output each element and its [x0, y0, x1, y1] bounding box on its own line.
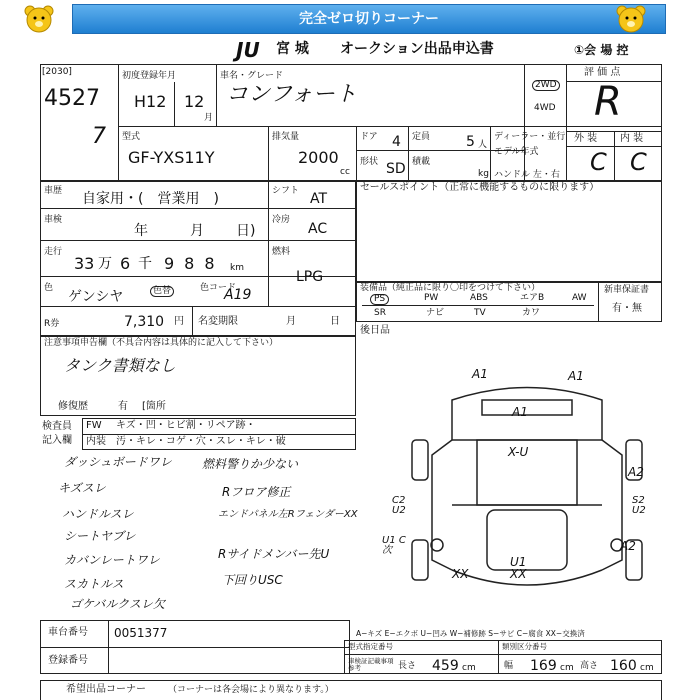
doors-label: ドア: [360, 132, 378, 142]
height-unit: cm: [640, 663, 654, 673]
usage-value: 自家用・( 営業用 ): [82, 191, 219, 207]
notes-label: 注意事項申告欄（不具合内容は具体的に記入して下さい）: [44, 338, 279, 348]
sales-points-box: [356, 180, 662, 282]
equipment-label: 装備品（純正品に限り〇印をつけて下さい）: [360, 283, 541, 293]
bear-mascot-left-icon: [22, 3, 56, 35]
length-unit: cm: [462, 663, 476, 673]
equip-tv: TV: [474, 308, 486, 318]
capacity-unit: 人: [478, 140, 488, 150]
chassis-label: 車台番号: [48, 627, 88, 638]
registration-era: H12: [134, 92, 167, 111]
load-label: 積載: [412, 157, 431, 167]
damage-note-4: シートヤブレ: [64, 529, 136, 543]
chassis-value: 0051377: [114, 626, 168, 640]
inspection-fw: FW: [86, 420, 102, 431]
damage-note-1: ダッシュボードワレ: [64, 455, 172, 469]
interior-label: 内 装: [620, 133, 644, 144]
diagram-mark-a2-rear-right: A2: [620, 539, 636, 553]
equip-ps: PS: [370, 294, 389, 305]
equip-navi: ナビ: [426, 308, 445, 318]
new-warranty-label: 新車保証書: [604, 285, 650, 295]
inspection-interior-items: 汚・キレ・コゲ・穴・スレ・キレ・破: [116, 436, 286, 447]
mileage-sen-unit: 千: [138, 256, 152, 272]
damage-note-10: エンドパネル左RフェンダーXX: [218, 509, 358, 520]
damage-note-12: 下回りUSC: [222, 573, 283, 587]
diagram-mark-u1-left: U1 C次: [382, 535, 406, 556]
category-number-label: 類別区分番号: [502, 642, 547, 651]
diagram-mark-a1-right: A1: [568, 369, 584, 383]
model-label: 車名・グレード: [220, 71, 284, 81]
interior-value: C: [630, 148, 647, 176]
grade-label: 評 価 点: [584, 67, 621, 78]
mileage-rest: 988: [164, 254, 225, 273]
mileage-sen: 6: [120, 254, 131, 273]
equip-sr: SR: [374, 308, 386, 318]
form-title: オークション出品申込書: [340, 41, 494, 57]
diagram-mark-u1-rear: U1 XX: [510, 555, 527, 581]
drive-4wd: 4WD: [534, 103, 556, 113]
damage-note-9: Rフロア修正: [222, 485, 291, 499]
recycle-label: R券: [44, 319, 60, 329]
load-unit: kg: [478, 169, 489, 179]
color-code: A19: [224, 287, 252, 303]
inspection-kizu: キズ・凹・ヒビ割・リペア跡・: [116, 420, 256, 431]
color-value: ゲンシヤ: [68, 289, 124, 305]
shift-label: シフト: [272, 186, 300, 196]
grade-value: R: [594, 79, 622, 125]
displacement-label: 排気量: [272, 132, 300, 142]
registration-label: 初度登録年月: [122, 71, 177, 81]
damage-note-11: Rサイドメンバー先U: [218, 547, 330, 561]
damage-note-7: ゴケバルクスレ欠: [70, 597, 165, 611]
lot-number: 4527: [44, 86, 100, 111]
length-value: 459: [432, 658, 459, 674]
handle-label: ハンドル 左・右: [494, 170, 560, 180]
damage-note-3: ハンドルスレ: [62, 507, 134, 521]
cert-number-label: 型式指定番号: [348, 642, 393, 651]
diagram-mark-roof: X-U: [508, 445, 529, 459]
lot-handwritten-mark: 7: [92, 124, 106, 149]
inspection-interior-label: 内装: [86, 436, 106, 447]
inspection-label: 車検: [44, 215, 63, 225]
damage-note-6: スカトルス: [64, 577, 124, 591]
repair-value: 有: [118, 401, 128, 412]
ref-label: 車検証記載事項参考: [348, 657, 394, 672]
inspector-label: 検査員: [42, 421, 72, 432]
ac-label: 冷房: [272, 215, 291, 225]
model-name: コンフォート: [226, 82, 357, 107]
capacity-value: 5: [466, 134, 475, 150]
type-code-label: 型式: [122, 132, 141, 142]
diagram-mark-s2-right: S2 U2: [632, 495, 646, 516]
mileage-label: 走行: [44, 247, 63, 257]
registration-month: 12: [184, 92, 205, 111]
name-expiry-day: 日: [330, 316, 340, 327]
damage-note-5: カバンレートワレ: [64, 553, 160, 567]
color-code-label: 色コード: [200, 283, 237, 293]
usage-label: 車歴: [44, 186, 63, 196]
warranty-options: 有・無: [612, 303, 642, 314]
damage-note-8: 燃料警りか少ない: [202, 457, 299, 471]
color-change-label: 色替: [150, 286, 174, 297]
ju-logo: JU: [236, 38, 260, 62]
notes-text: タンク書類なし: [64, 356, 176, 375]
footer-label: 希望出品コーナー: [66, 684, 146, 695]
type-code-value: GF-YXS11Y: [128, 148, 215, 167]
car-damage-diagram: [392, 360, 662, 620]
name-expiry-label: 名変期限: [198, 316, 238, 327]
mileage-man-unit: 万: [98, 256, 112, 272]
width-label: 幅: [504, 661, 514, 671]
drive-2wd: 2WD: [532, 80, 560, 91]
reg-number-label: 登録番号: [48, 655, 88, 666]
banner-title: 完全ゼロ切りコーナー: [72, 4, 666, 34]
bear-mascot-right-icon: [614, 3, 648, 35]
damage-legend: A−キズ E−エクボ U−凹み W−補修跡 S−サビ C−腐食 XX−交換済: [356, 629, 585, 638]
diagram-mark-a2-right: A2: [628, 465, 644, 479]
displacement-value: 2000: [298, 148, 339, 167]
dealer-label: ディーラー・並行: [494, 132, 566, 142]
registration-month-unit: 月: [204, 113, 214, 123]
model-year-label: モデル年式: [494, 147, 539, 157]
diagram-mark-a1-left: A1: [472, 367, 488, 381]
equip-abs: ABS: [470, 293, 488, 303]
height-value: 160: [610, 658, 637, 674]
displacement-unit: cc: [340, 167, 350, 177]
color-label: 色: [44, 283, 54, 293]
inspection-month: 月: [190, 223, 204, 239]
doors-value: 4: [392, 134, 401, 150]
mileage-unit: km: [230, 263, 244, 273]
rear-seat-label: 後日品: [360, 325, 390, 336]
ac-value: AC: [308, 221, 328, 237]
footer-note: （コーナーは各会場により異なります。）: [168, 685, 334, 695]
width-value: 169: [530, 658, 557, 674]
equip-airbag: エアB: [520, 293, 545, 303]
recycle-amount: 7,310: [124, 314, 165, 330]
inspector-label-2: 記入欄: [42, 435, 72, 446]
height-label: 高さ: [580, 661, 599, 671]
sales-points-label: セールスポイント（正常に機能するものに限ります）: [360, 182, 600, 193]
body-value: SD: [386, 161, 406, 177]
body-label: 形状: [360, 157, 379, 167]
repair-label: 修復歴: [58, 401, 88, 412]
venue-copy-label: ①会 場 控: [574, 43, 629, 57]
shift-value: AT: [310, 191, 328, 207]
equip-aw: AW: [572, 293, 587, 303]
fuel-value: LPG: [296, 269, 324, 285]
diagram-mark-a1-hood: A1: [512, 405, 528, 419]
region-name: 宮 城: [276, 41, 309, 57]
inspection-year: 年: [134, 223, 148, 239]
lot-code: [2030]: [42, 67, 72, 77]
width-unit: cm: [560, 663, 574, 673]
name-expiry-month: 月: [286, 316, 296, 327]
equip-leather: カワ: [522, 308, 541, 318]
repair-location: [箇所: [142, 401, 166, 412]
length-label: 長さ: [398, 661, 417, 671]
fuel-label: 燃料: [272, 247, 291, 257]
mileage-man: 33: [74, 254, 95, 273]
recycle-unit: 円: [174, 316, 184, 327]
equip-pw: PW: [424, 293, 439, 303]
capacity-label: 定員: [412, 132, 431, 142]
exterior-label: 外 装: [574, 133, 598, 144]
exterior-value: C: [590, 148, 607, 176]
diagram-mark-xx-left: XX: [452, 567, 469, 581]
diagram-mark-c2-left: C2 U2: [392, 495, 406, 516]
damage-note-2: キズスレ: [58, 481, 106, 495]
inspection-day: 日): [236, 223, 256, 239]
